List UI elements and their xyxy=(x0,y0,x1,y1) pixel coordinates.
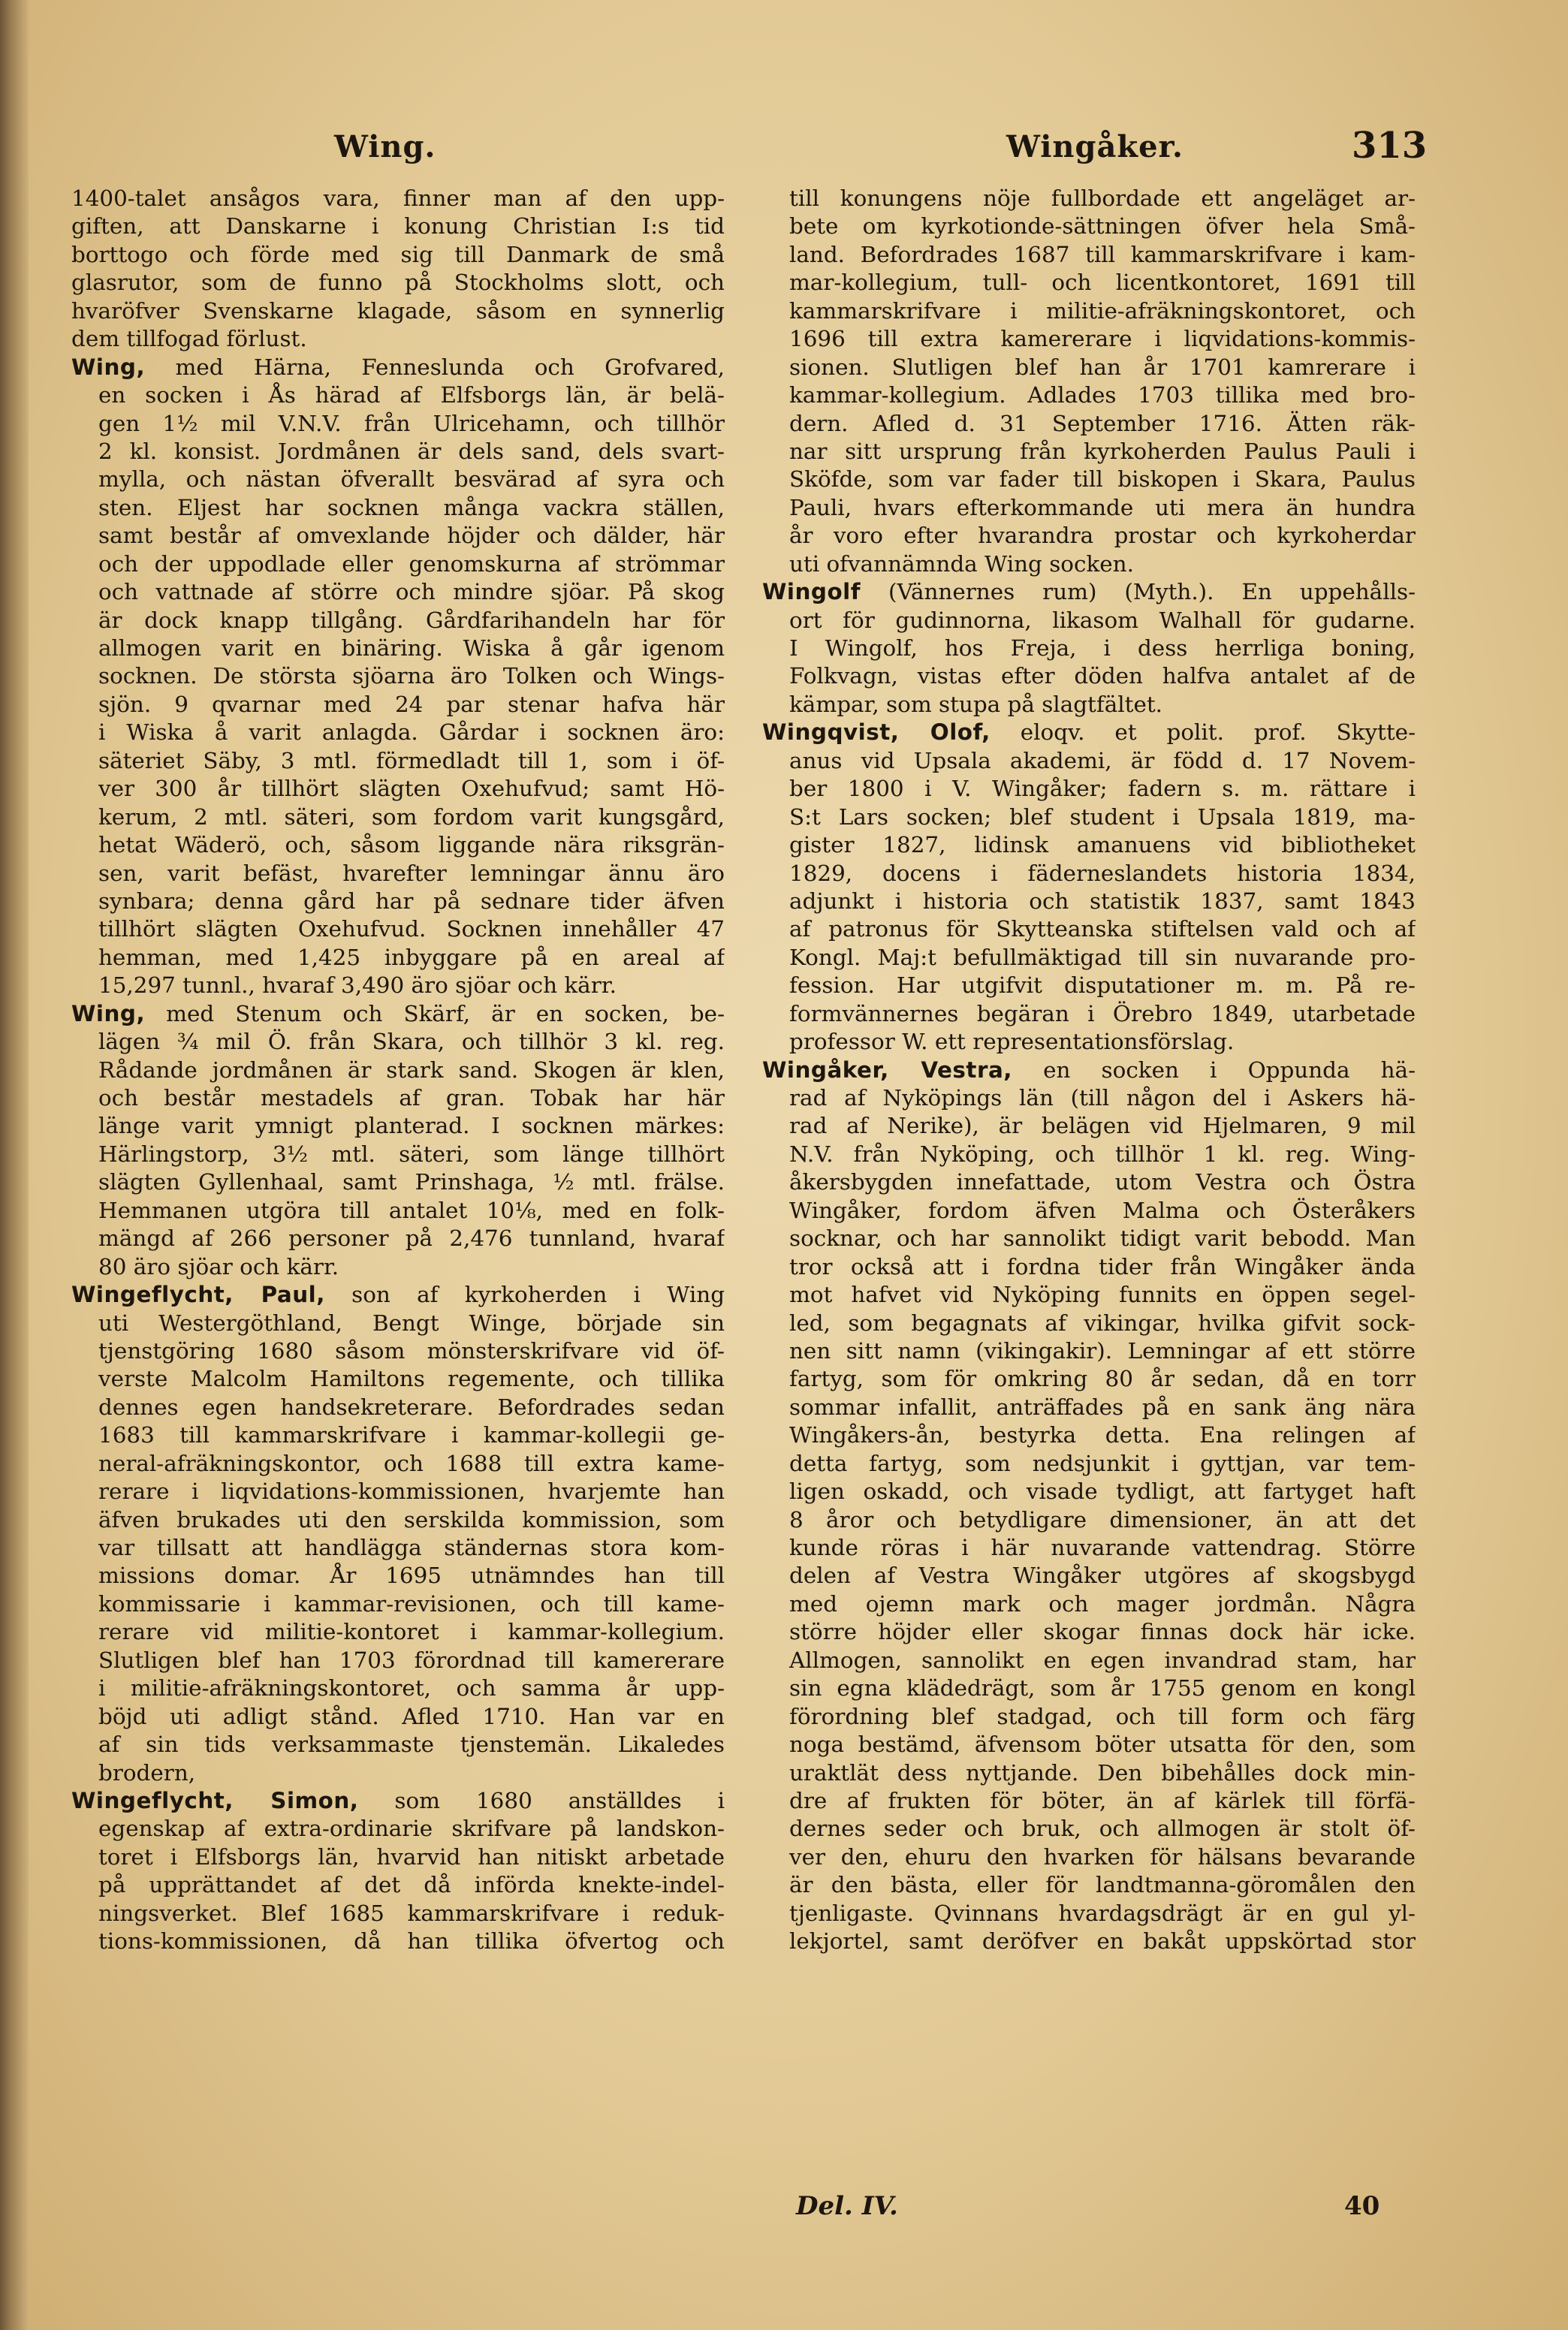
line-text: uraktlät dess nyttjande. Den bibehålles dock min- xyxy=(789,1759,1416,1786)
line-text: glasrutor, som de funno på Stockholms slott, och xyxy=(71,270,725,296)
text-line xyxy=(762,607,1416,634)
line-text: en socken i Ås härad af Elfsborgs län, är belä- xyxy=(98,382,725,408)
sheet-number: 40 xyxy=(1344,2191,1380,2221)
text-line xyxy=(71,860,725,888)
text-line xyxy=(71,410,725,438)
line-text: rerare i liqvidations-kommissionen, hvarjemte han xyxy=(98,1478,725,1505)
text-line xyxy=(762,831,1416,859)
text-line xyxy=(762,915,1416,943)
line-text: i militie-afräkningskontoret, och samma år upp- xyxy=(98,1675,725,1702)
line-text: sten. Eljest har socknen många vackra ställen, xyxy=(98,494,725,520)
line-text: ver 300 år tillhört slägten Oxehufvud; samt Hö- xyxy=(98,776,725,802)
line-text: 1683 till kammarskrifvare i kammar-kollegii ge- xyxy=(98,1422,725,1448)
text-line xyxy=(762,1534,1416,1562)
line-text: med ojemn mark och mager jordmån. Några xyxy=(789,1590,1416,1617)
text-line xyxy=(71,185,725,213)
text-line xyxy=(71,775,725,803)
text-line xyxy=(71,1225,725,1252)
line-text: tjenligaste. Qvinnans hvardagsdrägt är en gul yl- xyxy=(789,1900,1416,1926)
text-line xyxy=(71,1084,725,1112)
text-line xyxy=(71,719,725,746)
line-text: gister 1827, lidinsk amanuens vid bibliotheket xyxy=(789,832,1416,858)
line-text: Härlingstorp, 3½ mtl. säteri, som länge tillhört xyxy=(98,1141,725,1167)
line-text: 1400-talet ansågos vara, finner man af den upp- xyxy=(71,185,725,211)
text-line xyxy=(71,466,725,493)
text-line xyxy=(71,297,725,325)
text-line xyxy=(762,1815,1416,1843)
text-line xyxy=(762,1787,1416,1815)
text-line xyxy=(762,1843,1416,1871)
line-text: hetat Wäderö, och, såsom liggande nära riksgrän- xyxy=(98,832,725,858)
line-text: adjunkt i historia och statistik 1837, samt 1843 xyxy=(789,888,1416,914)
line-text: böjd uti adligt stånd. Afled 1710. Han var en xyxy=(98,1703,725,1729)
text-line xyxy=(762,972,1416,999)
line-text: af patronus för Skytteanska stiftelsen vald och af xyxy=(789,916,1416,942)
text-line xyxy=(71,1900,725,1928)
line-text: socknar, och har sannolikt tidigt varit bebodd. Man xyxy=(789,1225,1416,1252)
text-line xyxy=(71,1478,725,1506)
text-line xyxy=(762,494,1416,522)
line-text: Wingåker, fordom äfven Malma och Österåkers xyxy=(789,1197,1416,1223)
text-line xyxy=(71,662,725,690)
text-line xyxy=(762,269,1416,297)
text-line xyxy=(71,1534,725,1562)
line-text: kämpar, som stupa på slagtfältet. xyxy=(789,691,1162,717)
entry-headword: Wingeflycht, Simon, xyxy=(71,1787,359,1813)
entry-first-line xyxy=(71,1281,725,1309)
line-text: 2 kl. konsist. Jordmånen är dels sand, dels svart- xyxy=(98,438,725,464)
line-text: tions-kommissionen, då han tillika öfvertog och xyxy=(98,1928,725,1955)
line-text: dern. Afled d. 31 September 1716. Ätten räk- xyxy=(789,410,1416,436)
line-text: uti Westergöthland, Bengt Winge, började sin xyxy=(98,1310,725,1336)
line-text: Slutligen blef han 1703 förordnad till kamererare xyxy=(98,1647,725,1673)
line-text: eloqv. et polit. prof. Skytte- xyxy=(1020,719,1416,746)
text-line xyxy=(71,1506,725,1534)
text-column-right xyxy=(762,185,1416,1956)
text-line xyxy=(71,1759,725,1787)
text-line xyxy=(762,634,1416,662)
line-text: var tillsatt att handlägga ständernas stora kom- xyxy=(98,1535,725,1560)
running-head-right: Wingåker. xyxy=(1006,129,1184,164)
text-line xyxy=(762,803,1416,831)
line-text: son af kyrkoherden i Wing xyxy=(351,1282,725,1308)
text-line xyxy=(762,662,1416,690)
line-text: neral-afräkningskontor, och 1688 till extra kame- xyxy=(98,1450,725,1476)
text-line xyxy=(762,438,1416,466)
text-line xyxy=(762,522,1416,550)
text-line xyxy=(762,1450,1416,1478)
line-text: kammarskrifvare i militie-afräkningskontoret, och xyxy=(789,297,1416,324)
line-text: rad af Nyköpings län (till någon del i Askers hä- xyxy=(789,1085,1416,1111)
text-line xyxy=(762,1731,1416,1759)
text-line xyxy=(71,944,725,972)
text-line xyxy=(762,1394,1416,1421)
line-text: sjön. 9 qvarnar med 24 par stenar hafva här xyxy=(98,691,725,717)
text-line xyxy=(762,944,1416,972)
text-line xyxy=(762,1225,1416,1252)
line-text: rad af Nerike), är belägen vid Hjelmaren, 9 mil xyxy=(789,1113,1416,1139)
text-line xyxy=(71,1394,725,1421)
text-line xyxy=(71,1337,725,1365)
line-text: ber 1800 i V. Wingåker; fadern s. m. rättare i xyxy=(789,776,1416,802)
line-text: är den bästa, eller för landtmanna-göromålen den xyxy=(789,1872,1416,1898)
entry-headword: Wingeflycht, Paul, xyxy=(71,1282,325,1308)
entry-headword: Wingqvist, Olof, xyxy=(762,719,991,746)
line-text: en socken i Oppunda hä- xyxy=(1043,1056,1416,1083)
text-line xyxy=(71,915,725,943)
line-text: säteriet Säby, 3 mtl. förmedladt till 1, som i öf- xyxy=(98,747,725,773)
line-text: gen 1½ mil V.N.V. från Ulricehamn, och tillhör xyxy=(98,410,725,436)
line-text: I Wingolf, hos Freja, i dess herrliga boning, xyxy=(789,635,1416,661)
text-line xyxy=(762,185,1416,213)
line-text: kerum, 2 mtl. säteri, som fordom varit kungsgård, xyxy=(98,803,725,830)
text-line xyxy=(71,1871,725,1899)
text-line xyxy=(762,1168,1416,1196)
line-text: Wingåkers-ån, bestyrka detta. Ena relingen af xyxy=(789,1422,1416,1448)
line-text: som 1680 anställdes i xyxy=(394,1787,725,1813)
line-text: ningsverket. Blef 1685 kammarskrifvare i reduk- xyxy=(98,1900,725,1926)
text-line xyxy=(762,1871,1416,1899)
text-line xyxy=(71,1647,725,1674)
entry-headword: Wingolf xyxy=(762,579,861,605)
entry-headword: Wingåker, Vestra, xyxy=(762,1056,1012,1083)
line-text: är dock knapp tillgång. Gårdfarihandeln har för xyxy=(98,607,725,633)
text-line xyxy=(762,466,1416,493)
line-text: borttogo och förde med sig till Danmark de små xyxy=(71,241,725,267)
line-text: och der uppodlade eller genomskurna af strömmar xyxy=(98,550,725,577)
text-line xyxy=(762,691,1416,719)
text-line xyxy=(71,241,725,269)
text-line xyxy=(71,747,725,775)
text-line xyxy=(71,691,725,719)
line-text: lekjortel, samt deröfver en bakåt uppskörtad stor xyxy=(789,1928,1416,1955)
line-text: fession. Har utgifvit disputationer m. m. På re- xyxy=(789,972,1416,999)
text-line xyxy=(762,1365,1416,1393)
text-line xyxy=(762,1703,1416,1731)
line-text: mot hafvet vid Nyköping funnits en öppen segel- xyxy=(789,1282,1416,1308)
line-text: sen, varit befäst, hvarefter lemningar ännu äro xyxy=(98,860,725,886)
line-text: tror också att i fordna tider från Wingåker ända xyxy=(789,1253,1416,1280)
line-text: ligen oskadd, och visade tydligt, att fartyget haft xyxy=(789,1478,1416,1505)
text-line xyxy=(71,1450,725,1478)
text-line xyxy=(71,269,725,297)
line-text: kunde röras i här nuvarande vattendrag. Större xyxy=(789,1535,1416,1560)
line-text: länge varit ymnigt planterad. I socknen märkes: xyxy=(98,1113,725,1139)
entry-first-line xyxy=(762,578,1416,606)
line-text: med Stenum och Skärf, är en socken, be- xyxy=(166,1000,725,1026)
line-text: missions domar. År 1695 utnämndes han till xyxy=(98,1563,725,1589)
text-line xyxy=(762,860,1416,888)
page-number: 313 xyxy=(1352,125,1428,167)
text-line xyxy=(71,1028,725,1056)
line-text: delen af Vestra Wingåker utgöres af skogsbygd xyxy=(789,1563,1416,1589)
text-line xyxy=(71,1928,725,1955)
text-line xyxy=(71,494,725,522)
text-line xyxy=(71,522,725,550)
line-text: synbara; denna gård har på sednare tider äfven xyxy=(98,888,725,914)
line-text: sionen. Slutligen blef han år 1701 kamrerare i xyxy=(789,354,1416,380)
line-text: hemman, med 1,425 inbyggare på en areal af xyxy=(98,944,725,970)
text-column-left xyxy=(71,185,725,1956)
line-text: slägten Gyllenhaal, samt Prinshaga, ½ mtl. frälse. xyxy=(98,1169,725,1195)
entry-first-line xyxy=(762,1056,1416,1084)
text-line xyxy=(762,550,1416,578)
running-head-left: Wing. xyxy=(334,129,436,164)
entry-first-line xyxy=(71,1000,725,1028)
line-text: dem tillfogad förlust. xyxy=(71,326,307,352)
text-line xyxy=(762,1310,1416,1337)
line-text: Kongl. Maj:t befullmäktigad till sin nuvarande pro- xyxy=(789,944,1416,970)
text-line xyxy=(762,1084,1416,1112)
book-spine-shadow xyxy=(0,0,29,2330)
text-line xyxy=(762,1028,1416,1056)
line-text: toret i Elfsborgs län, hvarvid han nitiskt arbetade xyxy=(98,1843,725,1870)
line-text: nar sitt ursprung från kyrkoherden Paulus Pauli i xyxy=(789,438,1416,464)
text-line xyxy=(762,747,1416,775)
text-line xyxy=(71,1168,725,1196)
text-line xyxy=(71,1590,725,1618)
line-text: Folkvagn, vistas efter döden halfva antalet af de xyxy=(789,663,1416,689)
line-text: 1829, docens i fäderneslandets historia 1834, xyxy=(789,860,1416,886)
line-text: till konungens nöje fullbordade ett angeläget ar- xyxy=(789,185,1416,211)
text-line xyxy=(71,1421,725,1449)
text-line xyxy=(762,297,1416,325)
text-line xyxy=(71,1618,725,1646)
line-text: dre af frukten för böter, än af kärlek till förfä- xyxy=(789,1787,1416,1813)
entry-headword: Wing, xyxy=(71,354,146,380)
line-text: nen sitt namn (vikingakir). Lemningar af ett större xyxy=(789,1337,1416,1364)
text-line xyxy=(71,1056,725,1084)
text-line xyxy=(71,438,725,466)
signature-mark: Del. IV. xyxy=(796,2191,898,2221)
line-text: 1696 till extra kamererare i liqvidations-kommis- xyxy=(789,326,1416,352)
line-text: Sköfde, som var fader till biskopen i Skara, Paulus xyxy=(789,466,1416,493)
line-text: sin egna klädedrägt, som år 1755 genom en kongl xyxy=(789,1675,1416,1702)
text-line xyxy=(762,1647,1416,1674)
text-line xyxy=(762,1281,1416,1309)
line-text: brodern, xyxy=(98,1759,196,1786)
line-text: detta fartyg, som nedsjunkit i gyttjan, var tem- xyxy=(789,1450,1416,1476)
text-line xyxy=(71,1703,725,1731)
text-line xyxy=(762,1759,1416,1787)
text-line xyxy=(71,1562,725,1590)
line-text: professor W. ett representationsförslag. xyxy=(789,1029,1235,1055)
line-text: allmogen varit en binäring. Wiska å går igenom xyxy=(98,635,725,661)
line-text: sommar infallit, anträffades på en sank äng nära xyxy=(789,1394,1416,1420)
text-line xyxy=(762,1562,1416,1590)
line-text: hvaröfver Svenskarne klagade, såsom en synnerlig xyxy=(71,297,725,324)
line-text: ver den, ehuru den hvarken för hälsans bevarande xyxy=(789,1843,1416,1870)
line-text: 15,297 tunnl., hvaraf 3,490 äro sjöar och kärr. xyxy=(98,972,617,999)
line-text: N.V. från Nyköping, och tillhör 1 kl. reg. Wing- xyxy=(789,1141,1416,1167)
text-line xyxy=(762,1478,1416,1506)
line-text: mar-kollegium, tull- och licentkontoret, 1691 till xyxy=(789,270,1416,296)
text-line xyxy=(71,1310,725,1337)
line-text: noga bestämd, äfvensom böter utsatta för den, som xyxy=(789,1732,1416,1758)
text-line xyxy=(762,775,1416,803)
line-text: bete om kyrkotionde-sättningen öfver hela Små- xyxy=(789,213,1416,240)
line-text: fartyg, som för omkring 80 år sedan, då en torr xyxy=(789,1366,1416,1392)
text-line xyxy=(762,381,1416,409)
text-line xyxy=(762,410,1416,438)
text-line xyxy=(71,831,725,859)
line-text: tjenstgöring 1680 såsom mönsterskrifvare vid öf- xyxy=(98,1337,725,1364)
entry-headword: Wing, xyxy=(71,1000,146,1026)
line-text: 80 äro sjöar och kärr. xyxy=(98,1253,339,1280)
text-line xyxy=(762,1253,1416,1281)
line-text: af sin tids verksammaste tjenstemän. Likaledes xyxy=(98,1732,725,1758)
line-text: Hemmanen utgöra till antalet 10⅛, med en folk- xyxy=(98,1197,725,1223)
line-text: ort för gudinnorna, likasom Walhall för gudarne. xyxy=(789,607,1416,633)
entry-first-line xyxy=(71,354,725,381)
text-line xyxy=(762,1928,1416,1955)
text-line xyxy=(762,1900,1416,1928)
text-line xyxy=(762,1421,1416,1449)
line-text: i Wiska å varit anlagda. Gårdar i socknen äro: xyxy=(98,719,725,746)
line-text: socknen. De största sjöarna äro Tolken och Wings- xyxy=(98,663,725,689)
line-text: egenskap af extra-ordinarie skrifvare på landskon- xyxy=(98,1816,725,1842)
line-text: samt består af omvexlande höjder och dälder, här xyxy=(98,523,725,549)
text-line xyxy=(71,213,725,240)
text-line xyxy=(762,1112,1416,1140)
text-line xyxy=(762,354,1416,381)
line-text: Pauli, hvars efterkommande uti mera än hundra xyxy=(789,494,1416,520)
text-line xyxy=(71,1141,725,1168)
text-line xyxy=(71,1197,725,1225)
text-line xyxy=(762,1590,1416,1618)
line-text: (Vännernes rum) (Myth.). En uppehålls- xyxy=(888,579,1416,605)
line-text: större höjder eller skogar finnas dock här icke. xyxy=(789,1619,1416,1645)
text-line xyxy=(71,972,725,999)
entry-first-line xyxy=(762,719,1416,746)
text-line xyxy=(762,1337,1416,1365)
text-line xyxy=(71,1253,725,1281)
line-text: anus vid Upsala akademi, är född d. 17 Novem- xyxy=(789,747,1416,773)
line-text: dernes seder och bruk, och allmogen är stolt öf- xyxy=(789,1816,1416,1842)
line-text: tillhört slägten Oxehufvud. Socknen innehåller 47 xyxy=(98,916,725,942)
line-text: förordning blef stadgad, och till form och färg xyxy=(789,1703,1416,1729)
text-line xyxy=(762,325,1416,353)
text-line xyxy=(71,888,725,915)
line-text: Allmogen, sannolikt en egen invandrad stam, har xyxy=(789,1647,1416,1673)
text-line xyxy=(71,634,725,662)
text-line xyxy=(71,1365,725,1393)
line-text: giften, att Danskarne i konung Christian I:s tid xyxy=(71,213,725,240)
text-line xyxy=(762,1674,1416,1702)
line-text: Rådande jordmånen är stark sand. Skogen är klen, xyxy=(98,1056,725,1083)
text-line xyxy=(71,1674,725,1702)
entry-first-line xyxy=(71,1787,725,1815)
text-line xyxy=(71,607,725,634)
text-line xyxy=(71,550,725,578)
line-text: på upprättandet af det då införda knekte-indel- xyxy=(98,1872,725,1898)
text-line xyxy=(762,1506,1416,1534)
line-text: mylla, och nästan öfverallt besvärad af syra och xyxy=(98,466,725,493)
text-line xyxy=(71,1843,725,1871)
text-line xyxy=(762,1141,1416,1168)
line-text: S:t Lars socken; blef student i Upsala 1819, ma- xyxy=(789,803,1416,830)
line-text: uti ofvannämnda Wing socken. xyxy=(789,550,1134,577)
line-text: led, som begagnats af vikingar, hvilka gifvit sock- xyxy=(789,1310,1416,1336)
line-text: och består mestadels af gran. Tobak har här xyxy=(98,1085,725,1111)
line-text: rerare vid militie-kontoret i kammar-kollegium. xyxy=(98,1619,725,1645)
line-text: och vattnade af större och mindre sjöar. På skog xyxy=(98,579,725,605)
text-line xyxy=(71,1815,725,1843)
line-text: mängd af 266 personer på 2,476 tunnland, hvaraf xyxy=(98,1225,725,1252)
text-line xyxy=(71,578,725,606)
line-text: kammar-kollegium. Adlades 1703 tillika med bro- xyxy=(789,382,1416,408)
text-line xyxy=(762,1618,1416,1646)
text-line xyxy=(762,888,1416,915)
text-line xyxy=(762,213,1416,240)
line-text: 8 åror och betydligare dimensioner, än att det xyxy=(789,1506,1416,1533)
text-line xyxy=(71,803,725,831)
text-line xyxy=(762,1197,1416,1225)
text-line xyxy=(762,241,1416,269)
line-text: land. Befordrades 1687 till kammarskrifvare i kam- xyxy=(789,241,1416,267)
text-line xyxy=(762,1000,1416,1028)
line-text: med Härna, Fenneslunda och Grofvared, xyxy=(175,354,725,380)
line-text: kommissarie i kammar-revisionen, och till kame- xyxy=(98,1590,725,1617)
line-text: dennes egen handsekreterare. Befordrades sedan xyxy=(98,1394,725,1420)
text-line xyxy=(71,1731,725,1759)
line-text: äfven brukades uti den serskilda kommission, som xyxy=(98,1506,725,1533)
line-text: verste Malcolm Hamiltons regemente, och tillika xyxy=(98,1366,725,1392)
text-line xyxy=(71,1112,725,1140)
text-line xyxy=(71,381,725,409)
text-line xyxy=(71,325,725,353)
line-text: åkersbygden innefattade, utom Vestra och Östra xyxy=(789,1169,1416,1195)
line-text: år voro efter hvarandra prostar och kyrkoherdar xyxy=(789,523,1416,549)
line-text: lägen ¾ mil Ö. från Skara, och tillhör 3 kl. reg. xyxy=(98,1029,725,1055)
line-text: formvännernes begäran i Örebro 1849, utarbetade xyxy=(789,1000,1416,1026)
